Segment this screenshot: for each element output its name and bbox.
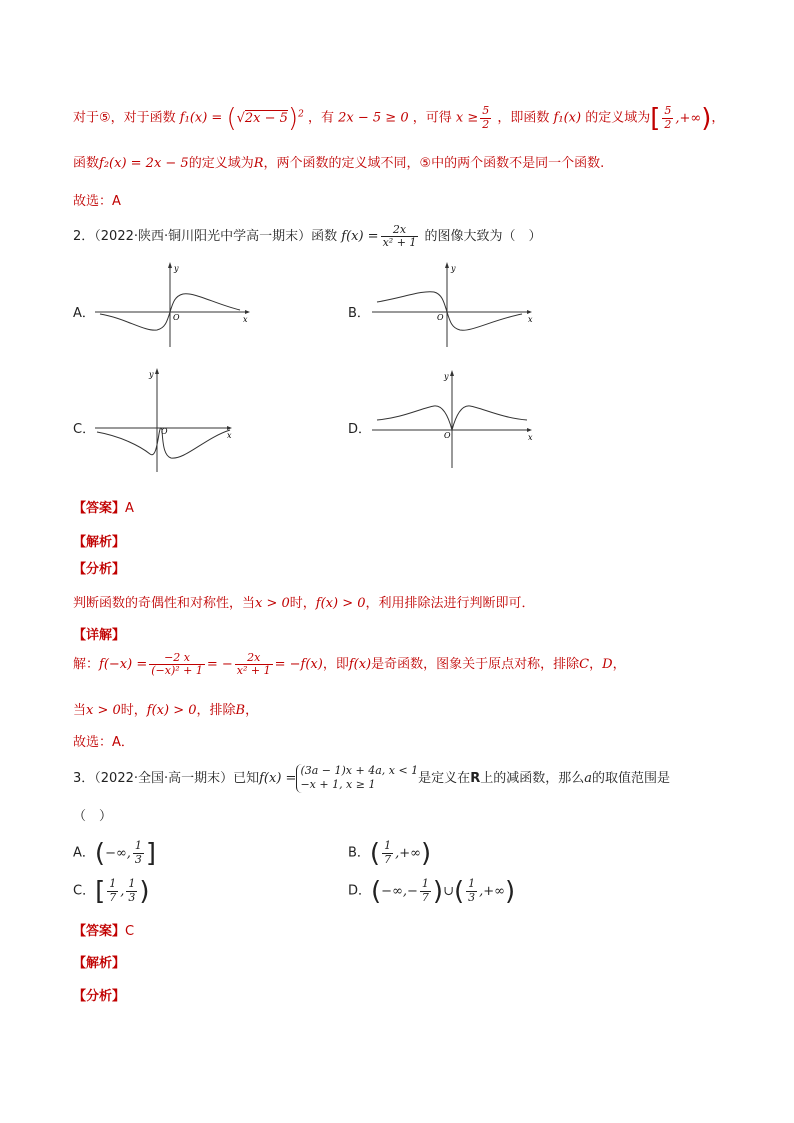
option-d-label[interactable]: D． xyxy=(348,422,372,437)
para5-line1: 对于⑤，对于函数 $f_1(x) = (√2x - 5)^2$ ，有 2x − 5 ≥ 0 ，可得 x ≥ $\frac{5}{2}$ ，即函数 f₁(x) 的定义域为[ $\frac{5}{2}$ ,+∞)， xyxy=(73,103,725,133)
xiangjie-label: 【详解】 xyxy=(73,628,126,643)
q3-fenxi-label: 【分析】 xyxy=(73,989,126,1004)
svg-text:O: O xyxy=(437,313,444,322)
option-c-label[interactable]: C． xyxy=(73,422,96,437)
inequality: 2x − 5 ≥ 0 xyxy=(338,110,409,126)
fenxi-label: 【分析】 xyxy=(73,562,126,577)
option-a-label[interactable]: A． xyxy=(73,306,95,321)
q3-option-d[interactable]: D．(−∞,− $\frac{1}{7}$ )∪( $\frac{1}{3}$ ,+∞) xyxy=(348,876,516,906)
svg-text:y: y xyxy=(444,372,449,381)
option-c-graph[interactable] xyxy=(95,368,240,476)
svg-text:x: x xyxy=(528,433,533,442)
xiangjie-line1: 解：f(−x) = $\frac{-2 x}{\text{(−x)² + 1}}$ = − $\frac{2x}{\text{x² + 1}}$ = −f(x)，即f(x)是奇函数，图象关于原点对称，排除C，D， xyxy=(73,651,626,678)
answer-3: 【答案】C xyxy=(73,924,135,939)
f1-short: f₁(x) xyxy=(553,110,582,126)
origin-label: O xyxy=(173,313,180,322)
q3-option-b[interactable]: B．( $\frac{1}{7}$ ,+∞) xyxy=(348,838,432,868)
answer-2: 【答案】A xyxy=(73,501,134,516)
sqrt-expression: $(√2x - 5)^2$ xyxy=(226,103,304,133)
choose-answer-1: 故选：A xyxy=(73,194,121,209)
f2-expression: f₂(x) = 2x − 5 xyxy=(99,156,189,171)
q3-option-c[interactable]: C．[ $\frac{1}{7}$ , $\frac{1}{3}$ ) xyxy=(73,876,150,906)
jiexi-label: 【解析】 xyxy=(73,535,126,550)
question-2-stem: 2．（2022·陕西·铜川阳光中学高一期末）函数 f(x) = $\frac{2x}{\text{x² + 1}}$ 的图像大致为（ ） xyxy=(73,223,542,250)
y-axis-label: y xyxy=(174,264,179,273)
svg-text:O: O xyxy=(161,427,168,436)
option-d-graph[interactable] xyxy=(372,370,537,470)
question-3-stem: 3．（2022·全国·高一期末）已知f(x) = (3a − 1)x + 4a, x < 1 −x + 1, x ≥ 1 是定义在R上的减函数，那么a的取值范围是 xyxy=(73,764,670,792)
q3-jiexi-label: 【解析】 xyxy=(73,956,126,971)
svg-text:x: x xyxy=(528,315,533,324)
svg-text:y: y xyxy=(149,370,154,379)
para5-text: ，可得 xyxy=(412,110,452,126)
q3-option-a[interactable]: A．(−∞, $\frac{1}{3}$ ] xyxy=(73,838,157,868)
para5-text: ，有 xyxy=(307,110,334,126)
para5-text: 的定义域为 xyxy=(585,110,651,126)
option-b-graph[interactable] xyxy=(372,262,537,352)
set-R: R xyxy=(253,156,264,171)
x-ge: x ≥ xyxy=(455,110,479,126)
xiangjie-line2: 当x > 0时，f(x) > 0，排除B， xyxy=(73,703,259,718)
para5-text: 对于⑤，对于函数 xyxy=(73,110,176,126)
question-3-paren: （ ） xyxy=(73,809,113,824)
option-b-label[interactable]: B． xyxy=(348,306,370,321)
para5-text: ，即函数 xyxy=(497,110,550,126)
option-a-graph[interactable] xyxy=(95,262,255,352)
svg-text:y: y xyxy=(451,264,456,273)
fraction-5-2: $\frac{5}{2}$ xyxy=(482,104,490,131)
piecewise: (3a − 1)x + 4a, x < 1 −x + 1, x ≥ 1 xyxy=(296,764,418,793)
domain-interval: [ $\frac{5}{2}$ ,+∞) xyxy=(650,103,712,133)
f1-expression: f₁(x) = xyxy=(179,110,227,126)
para5-line2: 函数f₂(x) = 2x − 5的定义域为R，两个函数的定义域不同，⑤中的两个函数不是同一个函数. xyxy=(73,156,605,171)
fraction-2x: $\frac{2x}{\text{x² + 1}}$ xyxy=(382,223,417,250)
svg-text:x: x xyxy=(227,431,232,440)
choose-answer-2: 故选：A． xyxy=(73,735,134,750)
x-axis-label: x xyxy=(243,315,248,324)
fenxi-text: 判断函数的奇偶性和对称性，当x > 0时，f(x) > 0，利用排除法进行判断即可． xyxy=(73,596,535,611)
svg-text:O: O xyxy=(444,431,451,440)
